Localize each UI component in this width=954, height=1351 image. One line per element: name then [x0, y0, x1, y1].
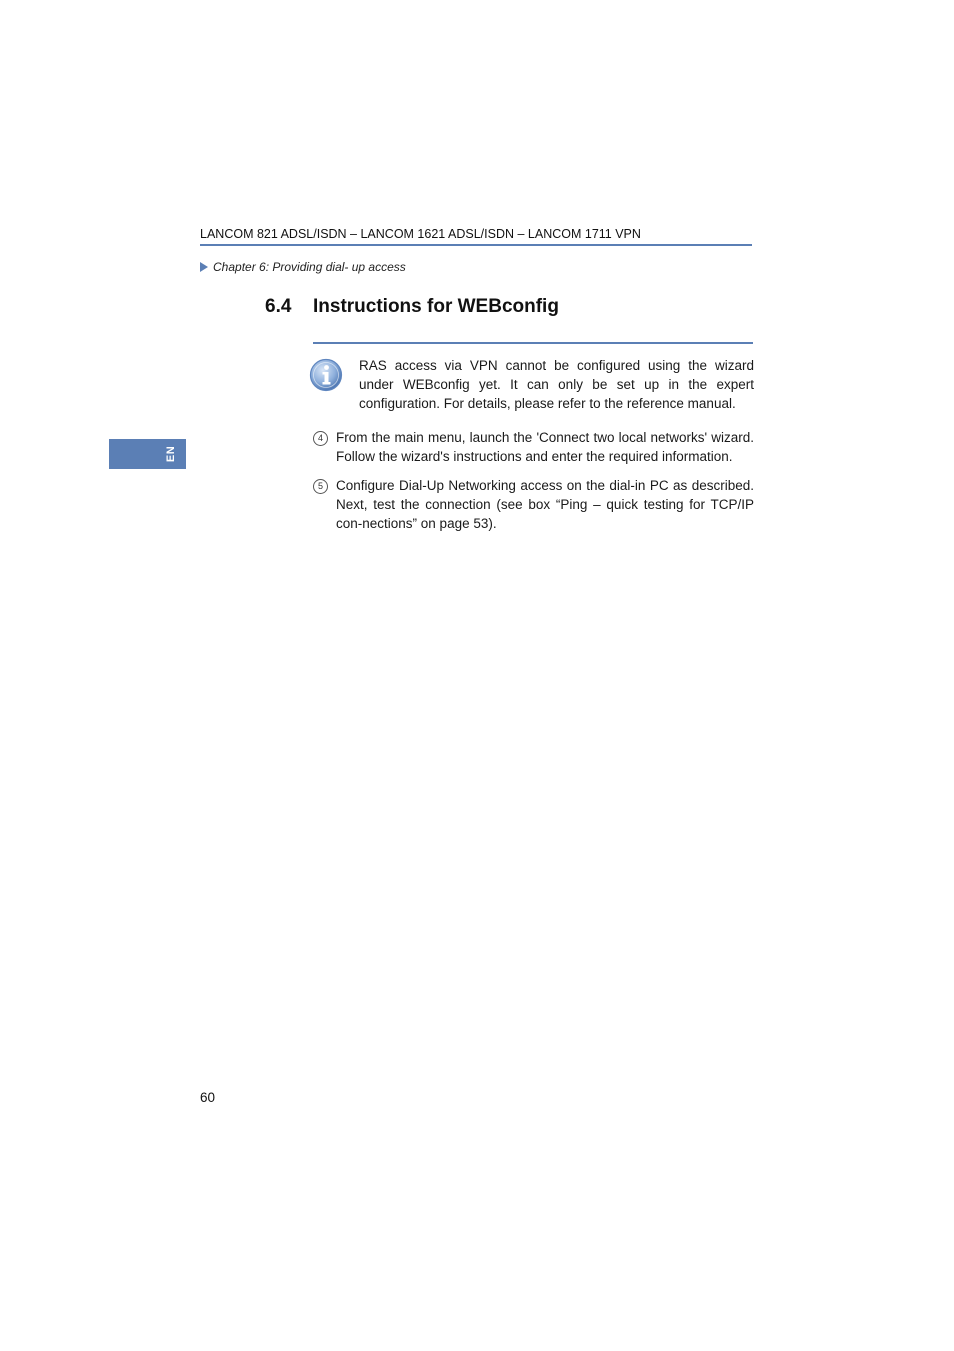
step-number-marker: 4	[313, 431, 328, 446]
triangle-right-icon	[200, 262, 208, 272]
info-note-text: RAS access via VPN cannot be configured using the wizard under WEBconfig yet. It can only be set up in the expert configuration. For details, please refer to the reference manual.	[359, 358, 754, 411]
section-number: 6.4	[265, 296, 292, 317]
section-heading	[265, 296, 559, 318]
list-item	[313, 476, 754, 533]
list-item	[313, 428, 754, 466]
page-number: 60	[200, 1090, 216, 1105]
step-number-marker: 5	[313, 479, 328, 494]
breadcrumb	[200, 260, 406, 274]
language-tab-label: EN	[165, 445, 177, 463]
step-text: From the main menu, launch the 'Connect two local networks' wizard. Follow the wizard's instructions and enter the required information.	[336, 430, 754, 464]
step-text: Configure Dial-Up Networking access on the dial-in PC as described. Next, test the connection (see box “Ping – quick testing for TCP/IP con-nections” on page 53).	[336, 478, 754, 531]
chapter-label: Chapter 6: Providing dial- up access	[213, 260, 406, 274]
section-title: Instructions for WEBconfig	[313, 296, 559, 317]
section-divider	[313, 342, 753, 344]
running-header: LANCOM 821 ADSL/ISDN – LANCOM 1621 ADSL/ISDN – LANCOM 1711 VPN	[200, 226, 752, 246]
info-icon	[309, 358, 343, 392]
